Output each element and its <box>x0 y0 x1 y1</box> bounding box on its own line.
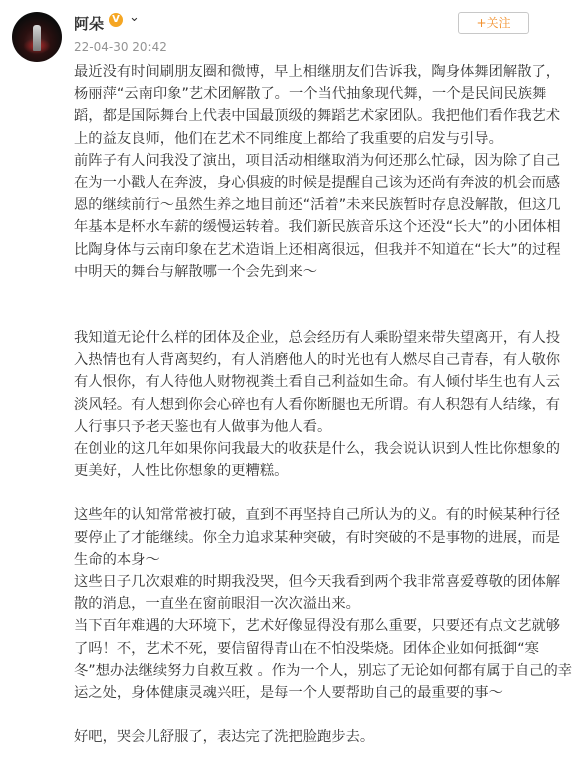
paragraph: 这些日子几次艰难的时期我没哭，但今天我看到两个我非常喜爱尊敬的团体解散的消息，一直坐在窗前眼泪一次次溢出来。 <box>74 574 561 613</box>
avatar[interactable] <box>12 12 62 62</box>
post-body <box>74 61 574 748</box>
username[interactable]: 阿朵 <box>74 15 105 33</box>
paragraph: 我知道无论什么样的团体及企业，总会经历有人乘盼望来带失望离开，有人投入热情也有人背离契约，有人消磨他人的时光也有人燃尽自己青春，有人敬你有人恨你，有人待他人财物视粪土看自己利益如生命。有人倾付毕生也有人云淡风轻。有人想到你会心碎也有人看你断腿也无所谓。有人积怨有人结缘，有人行事只予老天鉴也有人做事为他人看。 <box>74 330 561 435</box>
chevron-down-icon[interactable]: ⌄ <box>129 10 140 25</box>
paragraph: 好吧，哭会儿舒服了，表达完了洗把脸跑步去。 <box>74 729 375 746</box>
paragraph-gap <box>74 283 574 305</box>
paragraph: 在创业的这几年如果你问我最大的收获是什么，我会说认识到人性比你想象的更美好，人性比你想象的更糟糕。 <box>74 441 561 480</box>
verified-badge-icon: V <box>109 13 123 27</box>
follow-button[interactable]: +关注 <box>458 12 529 34</box>
paragraph: 当下百年难遇的大环境下，艺术好像显得没有那么重要，只要还有点文艺就够了吗！不，艺术不死，要信留得青山在不怕没柴烧。团体企业如何抵御“寒冬”想办法继续努力自救互救 。作为一个人，别忘了无论如何都有属于自己的幸运之处，身体健康灵魂兴旺，是每一个人要帮助自己的最重要的事～ <box>74 618 573 702</box>
avatar-figure <box>33 25 41 51</box>
paragraph: 最近没有时间刷朋友圈和微博，早上相继朋友们告诉我，陶身体舞团解散了，杨丽萍“云南印象”艺术团解散了。一个当代抽象现代舞，一个是民间民族舞蹈，都是国际舞台上代表中国最顶级的舞蹈艺术家团队。我把他们看作我艺术上的益友良师，他们在艺术不同维度上都给了我重要的启发与引导。 <box>74 64 561 147</box>
paragraph: 这些年的认知常常被打破，直到不再坚持自己所认为的义。有的时候某种行径要停止了才能继续。你全力追求某种突破，有时突破的不是事物的进展，而是生命的本身～ <box>74 507 561 568</box>
paragraph-gap <box>74 305 574 327</box>
paragraph-gap <box>74 482 574 504</box>
paragraph-gap <box>74 704 574 726</box>
post-timestamp[interactable]: 22-04-30 20:42 <box>74 40 167 54</box>
paragraph: 前阵子有人问我没了演出，项目活动相继取消为何还那么忙碌，因为除了自己在为一小戳人在奔波，身心俱疲的时候是提醒自己该为还尚有奔波的机会而感恩的继续前行～虽然生养之地目前还“活着”未来民族暂时存息没解散，但这几年基本是杯水车薪的缓慢运转着。我们新民族音乐这个还没“长大”的小团体相比陶身体与云南印象在艺术造诣上还相离很远，但我并不知道在“长大”的过程中明天的舞台与解散哪一个会先到来～ <box>74 152 561 280</box>
